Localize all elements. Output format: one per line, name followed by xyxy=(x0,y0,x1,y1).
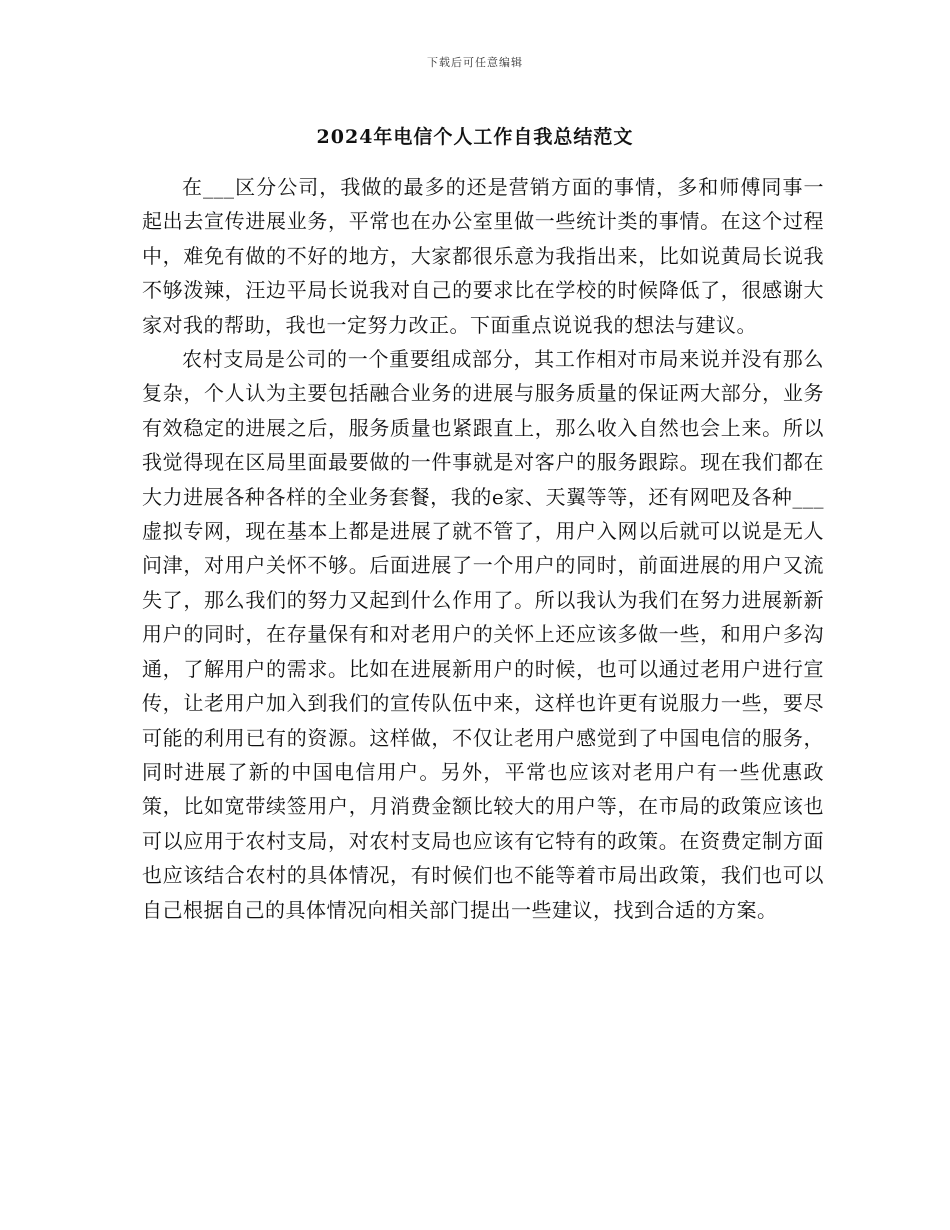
document-title: 2024年电信个人工作自我总结范文 xyxy=(316,126,634,148)
paragraph-2: 农村支局是公司的一个重要组成部分，其工作相对市局来说并没有那么复杂，个人认为主要包括融合业务的进展与服务质量的保证两大部分，业务有效稳定的进展之后，服务质量也紧跟直上，那么收入自然也会上来。所以我觉得现在区局里面最要做的一件事就是对客户的服务跟踪。现在我们都在大力进展各种各样的全业务套餐，我的e家、天翼等等，还有网吧及各种___虚拟专网，现在基本上都是进展了就不管了，用户入网以后就可以说是无人问津，对用户关怀不够。后面进展了一个用户的同时，前面进展的用户又流失了，那么我们的努力又起到什么作用了。所以我认为我们在努力进展新新用户的同时，在存量保有和对老用户的关怀上还应该多做一些，和用户多沟通，了解用户的需求。比如在进展新用户的时候，也可以通过老用户进行宣传，让老用户加入到我们的宣传队伍中来，这样也许更有说服力一些，要尽可能的利用已有的资源。这样做，不仅让老用户感觉到了中国电信的服务，同时进展了新的中国电信用户。另外，平常也应该对老用户有一些优惠政策，比如宽带续签用户，月消费金额比较大的用户等，在市局的政策应该也可以应用于农村支局，对农村支局也应该有它特有的政策。在资费定制方面也应该结合农村的具体情况，有时候们也不能等着市局出政策，我们也可以自己根据自己的具体情况向相关部门提出一些建议，找到合适的方案。 xyxy=(142,347,824,922)
document-body xyxy=(142,170,824,927)
paragraph-1: 在___区分公司，我做的最多的还是营销方面的事情，多和师傅同事一起出去宣传进展业务，平常也在办公室里做一些统计类的事情。在这个过程中，难免有做的不好的地方，大家都很乐意为我指出来，比如说黄局长说我不够泼辣，汪边平局长说我对自己的要求比在学校的时候降低了，很感谢大家对我的帮助，我也一定努力改正。下面重点说说我的想法与建议。 xyxy=(142,175,824,337)
header-note: 下载后可任意编辑 xyxy=(427,56,523,69)
